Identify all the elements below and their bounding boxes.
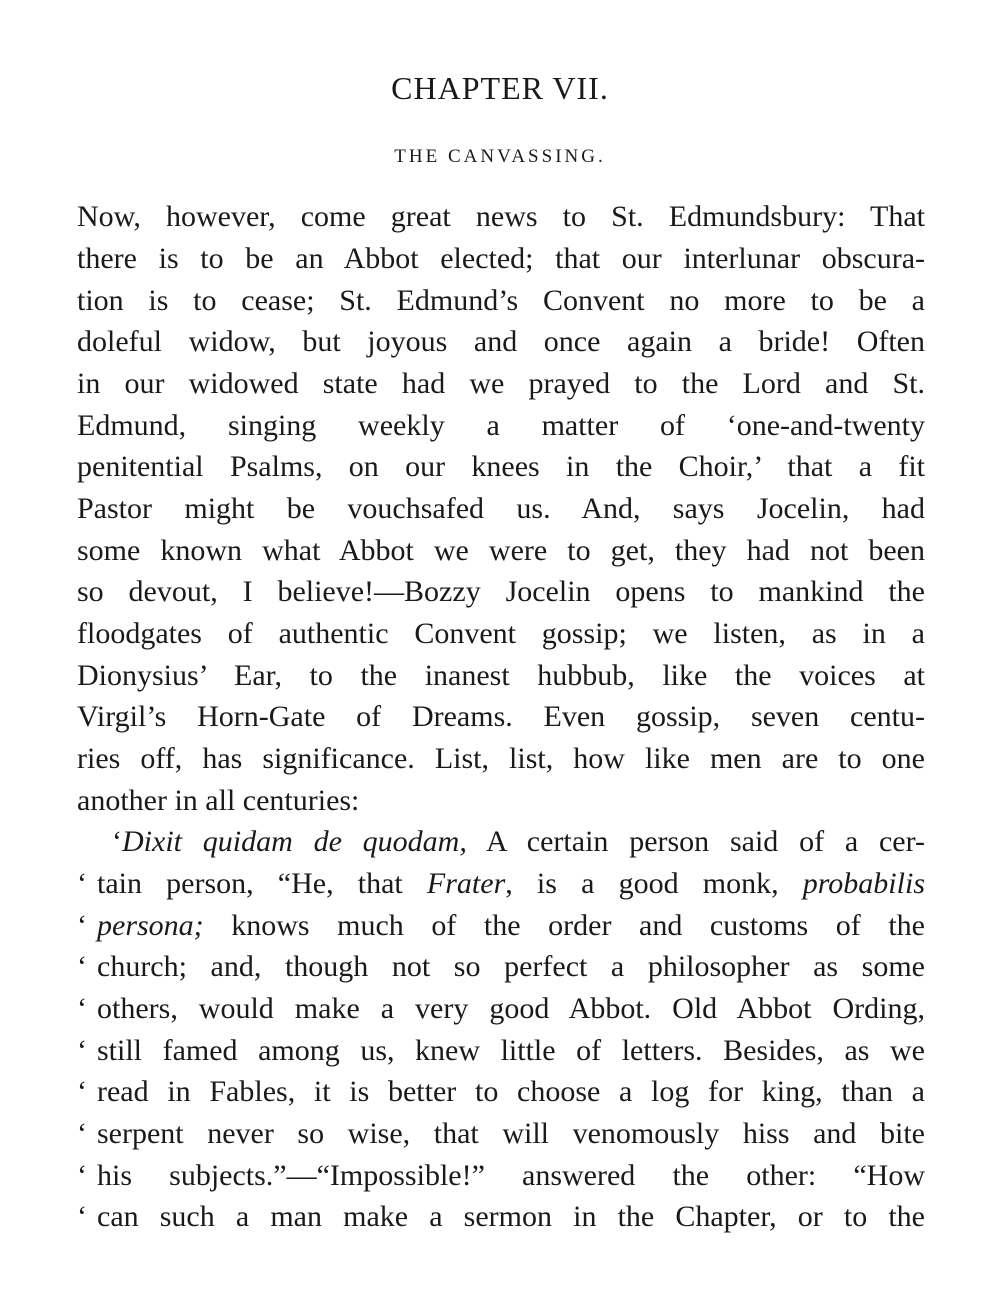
- quote-mark: ‘: [77, 909, 87, 942]
- quote-line: [77, 1031, 925, 1071]
- quote-text: serpent never so wise, that will venomously hiss and bite: [97, 1117, 925, 1150]
- quote-text: A certain person said of a cer-: [466, 825, 925, 858]
- quote-mark: ‘: [77, 1117, 87, 1150]
- text-line: Pastor might be vouchsafed us. And, says Jocelin, had: [77, 492, 925, 525]
- quote-text: can such a man make a sermon in the Chapter, or to the: [97, 1200, 925, 1233]
- quote-line: [77, 864, 925, 904]
- text-line: another in all centuries:: [77, 784, 360, 817]
- quote-mark: ‘: [77, 1159, 87, 1192]
- quote-text: read in Fables, it is better to choose a log for king, than a: [97, 1075, 925, 1108]
- quote-mark: ‘: [112, 825, 122, 858]
- text-line: floodgates of authentic Convent gossip; we listen, as in a: [77, 617, 925, 650]
- quote-mark: ‘: [77, 1200, 87, 1233]
- quote-text: tain person, “He, that: [97, 867, 427, 900]
- quote-line: [77, 1156, 925, 1196]
- quote-mark: ‘: [77, 950, 87, 983]
- text-line: doleful widow, but joyous and once again a bride! Often: [77, 325, 925, 358]
- quote-mark: ‘: [77, 867, 87, 900]
- quote-text: knows much of the order and customs of the: [203, 909, 925, 942]
- text-line: penitential Psalms, on our knees in the Choir,’ that a fit: [77, 450, 925, 483]
- quote-line: [77, 1072, 925, 1112]
- quote-line: [77, 906, 925, 946]
- text-line: there is to be an Abbot elected; that our interlunar obscura-: [77, 242, 925, 275]
- quote-line: [77, 1197, 925, 1237]
- latin-word: Frater: [426, 867, 506, 900]
- quote-text: church; and, though not so perfect a philosopher as some: [97, 950, 925, 983]
- quote-mark: ‘: [77, 992, 87, 1025]
- text-line: ries off, has significance. List, list, how like men are to one: [77, 742, 925, 775]
- text-line: tion is to cease; St. Edmund’s Convent no more to be a: [77, 284, 925, 317]
- quote-mark: ‘: [77, 1034, 87, 1067]
- quote-text: his subjects.”—“Impossible!” answered the other: “How: [97, 1159, 925, 1192]
- latin-word: persona;: [97, 909, 204, 942]
- quote-line: [77, 1114, 925, 1154]
- text-line: some known what Abbot we were to get, they had not been: [77, 534, 925, 567]
- text-line: Now, however, come great news to St. Edmundsbury: That: [77, 200, 925, 233]
- chapter-subtitle: THE CANVASSING.: [394, 146, 606, 167]
- quote-line: [77, 947, 925, 987]
- text-line: so devout, I believe!—Bozzy Jocelin opens to mankind the: [77, 575, 925, 608]
- latin-word: probabilis: [802, 867, 925, 900]
- text-line: Virgil’s Horn-Gate of Dreams. Even gossip, seven centu-: [77, 700, 925, 733]
- quote-text: others, would make a very good Abbot. Old Abbot Ording,: [97, 992, 925, 1025]
- quote-text: , is a good monk,: [505, 867, 803, 900]
- quote-mark: ‘: [77, 1075, 87, 1108]
- text-line: Dionysius’ Ear, to the inanest hubbub, like the voices at: [77, 659, 925, 692]
- latin-phrase: Dixit quidam de quodam,: [122, 825, 467, 858]
- quote-line: [112, 822, 925, 862]
- quote-text: still famed among us, knew little of letters. Besides, as we: [97, 1034, 925, 1067]
- text-line: Edmund, singing weekly a matter of ‘one-and-twenty: [77, 409, 925, 442]
- text-line: in our widowed state had we prayed to the Lord and St.: [77, 367, 925, 400]
- quote-line: [77, 989, 925, 1029]
- chapter-title: CHAPTER VII.: [391, 70, 609, 106]
